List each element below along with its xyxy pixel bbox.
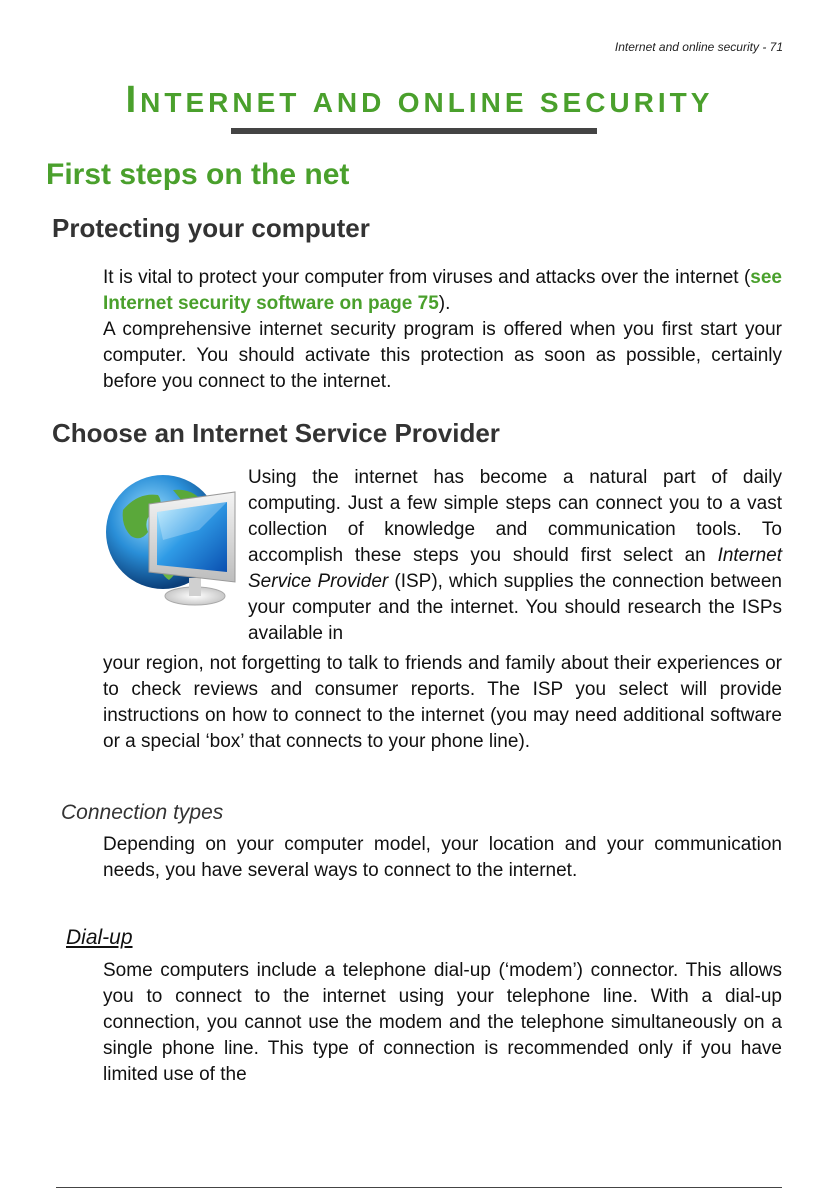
chapter-title — [0, 79, 839, 121]
chapter-title-initial: I — [125, 79, 141, 121]
isp-float-text: Using the internet has become a natural part of daily computing. Just a few simple steps can connect you to a vast collection of knowledge and communication tools. To accomplish these steps you should first select an — [248, 467, 782, 566]
connection-types-heading: Connection types — [61, 801, 224, 824]
title-underline-rule — [231, 128, 597, 134]
isp-term: Internet Service Provider — [248, 545, 782, 592]
isp-heading: Choose an Internet Service Provider — [52, 418, 500, 448]
dialup-heading: Dial-up — [66, 926, 133, 949]
connection-types-paragraph: Depending on your computer model, your location and your communication needs, you have several ways to connect to the internet. — [103, 834, 782, 881]
chapter-title-word-4: SECURITY — [539, 87, 714, 118]
protecting-paragraph-2: A comprehensive internet security program is offered when you first start your computer. You should activate this protection as soon as possible, certainly before you connect to the internet. — [103, 319, 782, 392]
section-title: First steps on the net — [46, 158, 350, 191]
protecting-paragraph-1 — [103, 265, 782, 317]
protecting-p1-end: ). — [438, 293, 451, 314]
running-header: Internet and online security - 71 — [614, 40, 783, 54]
chapter-title-word-1: NTERNET — [140, 87, 301, 118]
footer-rule — [56, 1187, 782, 1188]
internet-security-link[interactable]: see Internet security software on page 75 — [103, 267, 782, 314]
dialup-paragraph: Some computers include a telephone dial-up (‘modem’) connector. This allows you to connect to the internet using your telephone line. With a dial-up connection, you cannot use the modem and the telephone simultaneously on a single phone line. This type of connection is recommended only if you have limited use of the — [103, 960, 782, 1085]
globe-monitor-icon — [103, 470, 243, 610]
chapter-title-word-3: ONLINE — [397, 87, 528, 118]
protecting-p1-text: It is vital to protect your computer from viruses and attacks over the internet ( — [103, 267, 751, 288]
isp-paragraph-wrapped — [248, 465, 782, 647]
chapter-title-word-2: AND — [312, 87, 386, 118]
isp-float-text-end: (ISP), which supplies the connection between your computer and the internet. You should research the ISPs available in — [248, 571, 782, 644]
isp-paragraph-continued: your region, not forgetting to talk to friends and family about their experiences or to check reviews and consumer reports. The ISP you select will provide instructions on how to connect to the internet (you may need additional software or a special ‘box’ that connects to your phone line). — [103, 653, 782, 752]
protecting-heading: Protecting your computer — [52, 213, 370, 243]
